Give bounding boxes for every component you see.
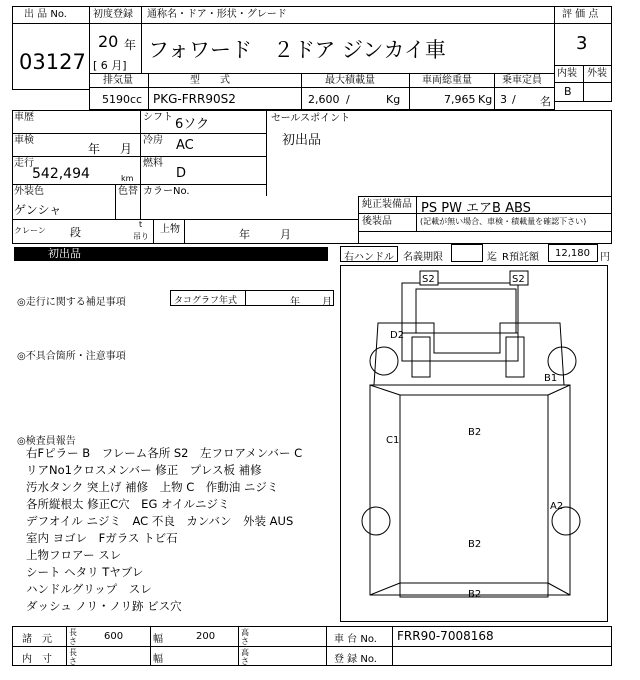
- color-no-label: カラーNo.: [143, 186, 190, 197]
- reg-month-unit: 月: [111, 59, 123, 72]
- frame-no-label: 車 台 No.: [334, 634, 377, 645]
- report-line: 汚水タンク 突上げ 補修 上物 C 作動油 ニジミ: [26, 480, 279, 494]
- inner-length-label: 長さ: [69, 648, 77, 666]
- inspection-month-unit: 月: [120, 142, 133, 156]
- shift: 6ソク: [175, 117, 210, 132]
- inner-dims-label: 内 寸: [22, 654, 52, 665]
- fuel-label: 燃料: [143, 158, 163, 169]
- capacity-label: 乗車定員: [502, 75, 542, 86]
- report-line: 各所縦根太 修正C穴 EG オイルニジミ: [26, 497, 230, 511]
- mileage-label: 走行: [14, 158, 34, 169]
- genuine-equipment: PS PW エアB ABS: [421, 201, 531, 216]
- length-label: 長さ: [69, 628, 77, 646]
- crane-label: クレーン: [14, 226, 46, 235]
- interior-grade: B: [564, 85, 572, 98]
- repair-unit: 円: [600, 252, 610, 263]
- aftermarket-note: (記載が無い場合、車検・積載量を確認下さい): [420, 217, 587, 226]
- report-line: 上物フロアー スレ: [26, 548, 122, 562]
- damage-mark: B2: [468, 427, 482, 438]
- inner-width-label: 幅: [153, 654, 163, 665]
- capacity-unit: 名: [540, 95, 551, 108]
- damage-mark: S2: [422, 274, 435, 285]
- gross-weight: 7,965: [444, 93, 476, 106]
- shift-label: シフト: [143, 112, 173, 123]
- windshield-right: [506, 337, 524, 377]
- crane-stage-unit: 段: [70, 226, 81, 239]
- score-label: 評 価 点: [562, 9, 599, 20]
- mileage: 542,494: [32, 166, 90, 182]
- truck-diagram: [340, 265, 608, 622]
- report-line: 室内 ヨゴレ Fガラス トビ石: [26, 531, 178, 545]
- car-name: フォワード ２ドア ジンカイ車: [148, 38, 446, 62]
- model: PKG-FRR90S2: [153, 92, 236, 106]
- crane-ton-unit-bottom: 吊り: [133, 232, 149, 241]
- damage-mark: C1: [386, 435, 400, 446]
- windshield-left: [412, 337, 430, 377]
- reg-month-bracket: [ 6 月]: [93, 59, 127, 72]
- tachograph-month-unit: 月: [322, 297, 332, 308]
- length: 600: [104, 631, 124, 642]
- displacement: 5190: [102, 93, 130, 106]
- capacity: 3: [500, 93, 507, 106]
- driving-heading: ◎走行に関する補足事項: [17, 297, 126, 308]
- tachograph-label: タコグラフ年式: [174, 296, 238, 306]
- cooler-label: 冷房: [143, 135, 163, 146]
- repair-label: R預託額: [502, 252, 539, 263]
- dimensions-label: 諸 元: [22, 634, 52, 645]
- capacity-slash: /: [512, 93, 516, 106]
- reg-year-unit: 年: [124, 38, 137, 52]
- upper-install-label: 上物: [160, 224, 180, 235]
- mileage-range-label: 迄: [487, 252, 497, 263]
- exterior-label: 外装: [587, 68, 607, 79]
- damage-mark: B2: [468, 589, 482, 600]
- width-label: 幅: [153, 634, 163, 645]
- tachograph-year-unit: 年: [290, 297, 300, 308]
- lot-no-label: 出 品 No.: [24, 9, 67, 20]
- reg-no-label: 登 録 No.: [334, 654, 377, 665]
- defects-heading: ◎不具合箇所・注意事項: [17, 351, 126, 362]
- report-line: 右Fピラー B フレーム各所 S2 左フロアメンバー C: [26, 446, 303, 460]
- reg-year: 20: [98, 32, 119, 51]
- ext-color-label: 外装色: [14, 186, 44, 197]
- inspection-year-unit: 年: [88, 142, 101, 156]
- mileage-unit: km: [121, 174, 134, 183]
- model-label: 型 式: [190, 75, 230, 86]
- rear-body-outline: [402, 283, 518, 361]
- score: 3: [576, 33, 588, 54]
- history-label: 車歴: [14, 112, 34, 123]
- gross-weight-label: 車両総重量: [422, 75, 472, 86]
- rear-body-inner: [416, 289, 516, 333]
- genuine-equipment-label: 純正装備品: [362, 199, 412, 210]
- report-line: ハンドルグリップ スレ: [26, 582, 152, 596]
- first-listing-badge: [14, 247, 328, 261]
- repair-amount: 12,180: [555, 248, 590, 259]
- inner-height-label: 高さ: [241, 648, 249, 666]
- inspection-label: 車検: [14, 135, 34, 146]
- gross-weight-unit: Kg: [478, 93, 493, 106]
- max-load: 2,600: [308, 93, 340, 106]
- mirror-left: [370, 347, 398, 375]
- interior-label: 内装: [557, 68, 577, 79]
- width: 200: [196, 631, 216, 642]
- right-handle: 右ハンドル: [344, 252, 394, 263]
- damage-mark: A2: [550, 501, 564, 512]
- max-load-unit: Kg: [386, 93, 401, 106]
- damage-mark: S2: [512, 274, 525, 285]
- sales-point: 初出品: [282, 133, 322, 148]
- damage-mark: B2: [468, 539, 482, 550]
- ownership-transfer-box: [451, 244, 483, 262]
- damage-mark: B1: [544, 373, 558, 384]
- first-listing-text: 初出品: [48, 247, 81, 260]
- sales-point-label: セールスポイント: [271, 113, 351, 124]
- report-line: リアNo1クロスメンバー 修正 プレス板 補修: [26, 463, 262, 477]
- displacement-label: 排気量: [103, 75, 133, 86]
- damage-mark: D2: [390, 330, 405, 341]
- report-line: デフオイル ニジミ AC 不良 カンバン 外装 AUS: [26, 514, 294, 528]
- ownership-transfer-label: 名義期限: [403, 252, 443, 263]
- fuel: D: [176, 166, 187, 181]
- max-load-slash: /: [346, 93, 350, 106]
- report-line: ダッシュ ノリ・ノリ跡 ビス穴: [26, 599, 182, 613]
- frame-no: FRR90-7008168: [397, 629, 494, 643]
- crane-ton-unit-top: t: [139, 220, 143, 229]
- inspector-report-lines: [26, 445, 302, 615]
- report-line: シート ヘタリ Tヤブレ: [26, 565, 144, 579]
- wheel-rear-left: [362, 507, 390, 535]
- aftermarket-label: 後装品: [362, 216, 392, 227]
- reg-month: 6: [100, 59, 108, 72]
- inspector-heading: ◎検査員報告: [17, 436, 76, 447]
- lot-no: 03127: [19, 50, 86, 74]
- cargo-floor: [400, 395, 548, 583]
- upper-install-month-unit: 月: [280, 228, 291, 241]
- ext-color: ゲンシャ: [14, 203, 62, 217]
- color-change-label: 色替: [118, 186, 138, 197]
- car-name-label: 通称名・ドア・形状・グレード: [147, 9, 287, 20]
- upper-install-year-unit: 年: [239, 228, 250, 241]
- max-load-label: 最大積載量: [325, 75, 375, 86]
- displacement-unit: cc: [130, 93, 143, 106]
- height-label: 高さ: [241, 628, 249, 646]
- cooler: AC: [176, 138, 194, 153]
- first-reg-label: 初度登録: [93, 9, 133, 20]
